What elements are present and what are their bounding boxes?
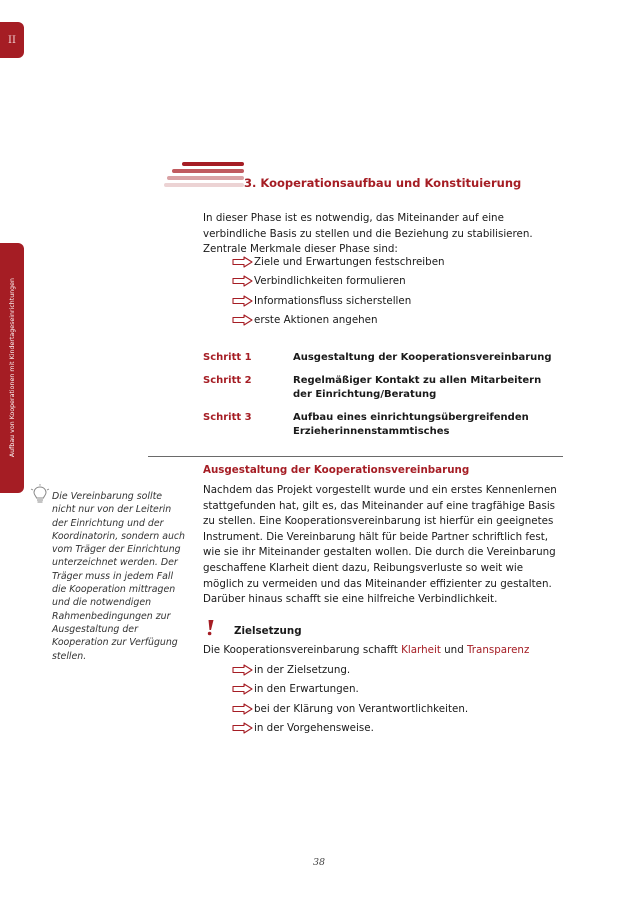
arrow-right-icon	[232, 683, 254, 695]
arrow-right-icon	[232, 722, 254, 734]
arrow-right-icon	[232, 275, 254, 287]
list-item	[232, 719, 562, 739]
arrow-right-icon	[232, 256, 254, 268]
goal-term-transparency: Transparenz	[467, 644, 530, 656]
arrow-right-icon	[232, 295, 254, 307]
goal-label: Zielsetzung	[234, 625, 302, 637]
subsection-heading: Ausgestaltung der Kooperationsvereinbarung	[203, 464, 470, 476]
side-bar-label-wrap	[1, 248, 23, 488]
section-title: 3. Kooperationsaufbau und Konstituierung	[244, 176, 522, 190]
step-row	[203, 351, 563, 365]
step-row	[203, 374, 563, 402]
list-item-text: erste Aktionen angehen	[254, 314, 378, 327]
list-item	[232, 252, 562, 272]
chapter-tab-label: II	[8, 34, 16, 46]
list-item	[232, 311, 562, 331]
list-item	[232, 272, 562, 292]
section-divider	[148, 456, 563, 457]
chapter-tab	[0, 22, 24, 58]
goal-term-clarity: Klarheit	[401, 644, 441, 656]
exclamation-icon	[205, 620, 215, 636]
page-number: 38	[312, 857, 326, 868]
margin-note: Die Vereinbarung sollte nicht nur von der Leiterin der Einrichtung und der Koordinatorin, sondern auch vom Träger der Einrichtung unterzeichnet werden. Der Träger muss in jedem Fall die Kooperation mittragen und die notwendigen Rahmenbedingungen zur Ausgestaltung der Kooperation zur Verfügung stellen.	[52, 491, 185, 662]
list-item-text: Informationsfluss sicherstellen	[254, 294, 412, 307]
step-label: Schritt 3	[203, 412, 252, 423]
goal-list	[232, 660, 562, 738]
list-item-text: Verbindlichkeiten formulieren	[254, 275, 406, 288]
step-label: Schritt 1	[203, 352, 252, 363]
steps-list	[203, 351, 563, 448]
step-label: Schritt 2	[203, 375, 252, 386]
list-item	[232, 660, 562, 680]
list-item	[232, 291, 562, 311]
arrow-right-icon	[232, 314, 254, 326]
arrow-right-icon	[232, 703, 254, 715]
decorative-stripes-icon	[164, 162, 246, 188]
list-item	[232, 699, 562, 719]
list-item	[232, 680, 562, 700]
subsection-paragraph: Nachdem das Projekt vorgestellt wurde und ein erstes Kennenlernen stattgefunden hat, gilt es, das Miteinander auf eine tragfähige Basis zu stellen. Eine Kooperationsvereinbarung ist hierfür ein geeignetes Instrument. Die Vereinbarung hält für beide Partner schriftlich fest, wie sie ihr Miteinander gestalten wollen. Die durch die Vereinbarung geschaffene Klarheit dient dazu, Reibungsverluste so weit wie möglich zu vermeiden und das Miteinander effizienter zu gestalten. Darüber hinaus schafft sie eine hilfreiche Verbindlichkeit.	[203, 484, 557, 606]
arrow-right-icon	[232, 664, 254, 676]
section-intro: In dieser Phase ist es notwendig, das Miteinander auf eine verbindliche Basis zu stellen und die Beziehung zu stabilisieren. Zentrale Merkmale dieser Phase sind:	[203, 212, 533, 255]
list-item-text: in der Vorgehensweise.	[254, 722, 374, 735]
list-item-text: in der Zielsetzung.	[254, 663, 351, 676]
step-text: Ausgestaltung der Kooperationsvereinbarung	[293, 352, 552, 363]
goal-line-conj: und	[444, 644, 464, 656]
side-bar-label: Aufbau von Kooperationen mit Kindertageseinrichtungen	[8, 278, 16, 458]
goal-line-prefix: Die Kooperationsvereinbarung schafft	[203, 644, 398, 656]
step-text: Aufbau eines einrichtungsübergreifenden Erzieherinnenstammtisches	[293, 412, 529, 437]
list-item-text: Ziele und Erwartungen festschreiben	[254, 255, 445, 268]
step-text: Regelmäßiger Kontakt zu allen Mitarbeitern der Einrichtung/Beratung	[293, 375, 542, 400]
goal-line	[203, 643, 563, 657]
list-item-text: bei der Klärung von Verantwortlichkeiten.	[254, 702, 469, 715]
list-item-text: in den Erwartungen.	[254, 683, 359, 696]
lightbulb-icon	[30, 484, 50, 506]
step-row	[203, 411, 563, 439]
phase-features-list	[232, 252, 562, 330]
